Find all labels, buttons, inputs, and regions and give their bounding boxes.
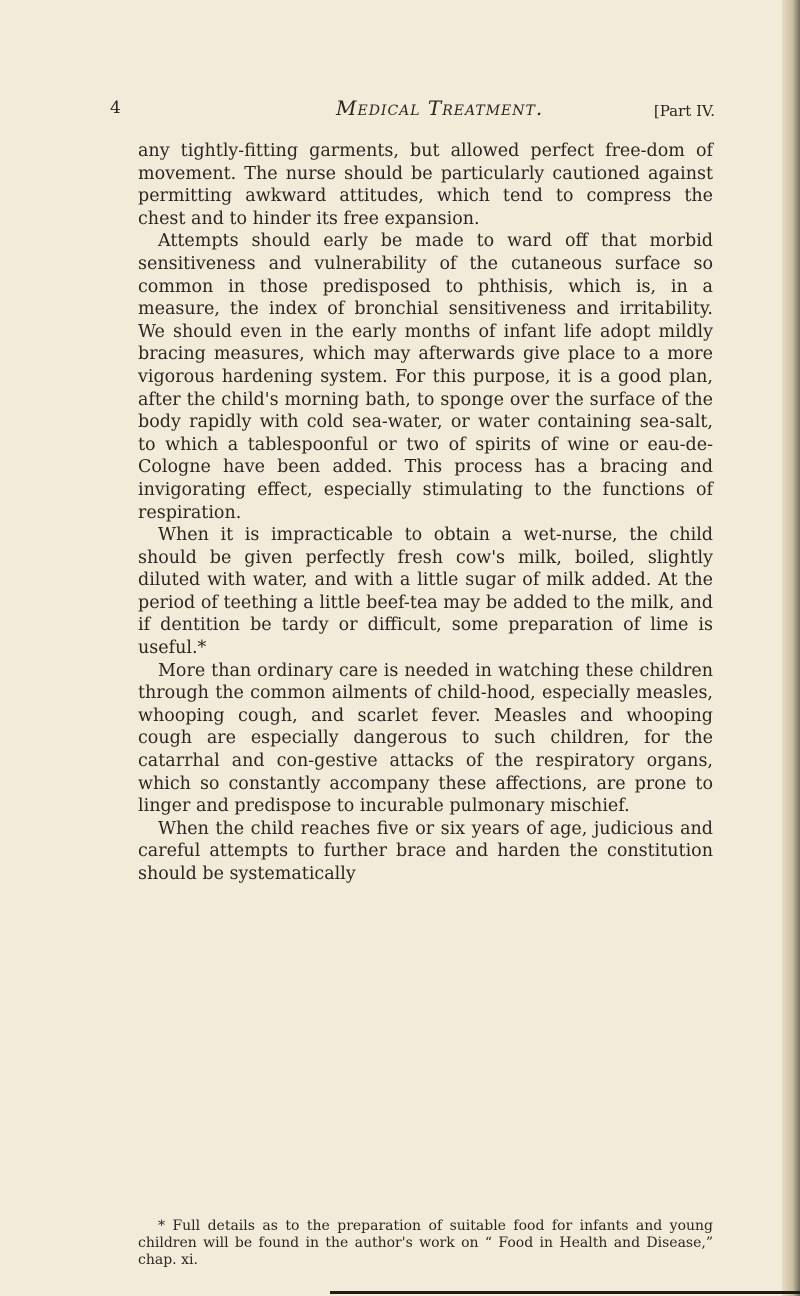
- bottom-rule: [330, 1291, 800, 1294]
- part-label: [Part IV.: [653, 102, 715, 120]
- page-header: [110, 96, 715, 136]
- paragraph-3: When it is impracticable to obtain a wet-nurse, the child should be given perfectly fresh cow's milk, boiled, slightly diluted with water, and with a little sugar of milk added. At the period of teething a little beef-tea may be added to the milk, and if dentition be tardy or difficult, some preparation of lime is useful.*: [138, 525, 713, 659]
- page-number: 4: [110, 98, 121, 118]
- page-edge: [782, 0, 800, 1296]
- running-title: Medical Treatment.: [336, 96, 544, 120]
- paragraph-2: Attempts should early be made to ward off that morbid sensitiveness and vulnerability of the cutaneous surface so common in those predisposed to phthisis, which is, in a measure, the index of bronchial sensitiveness and irritability. We should even in the early months of infant life adopt mildly bracing measures, which may afterwards give place to a more vigorous hardening system. For this purpose, it is a good plan, after the child's morning bath, to sponge over the surface of the body rapidly with cold sea-water, or water containing sea-salt, to which a tablespoonful or two of spirits of wine or eau-de-Cologne have been added. This process has a bracing and invigorating effect, especially stimulating to the functions of respiration.: [138, 231, 713, 523]
- body-text: [138, 140, 713, 886]
- footnote: * Full details as to the preparation of suitable food for infants and young children will be found in the author's work on “ Food in Health and Disease,” chap. xi.: [138, 1218, 713, 1268]
- paragraph-1: any tightly-fitting garments, but allowed perfect free-dom of movement. The nurse should be particularly cautioned against permitting awkward attitudes, which tend to compress the chest and to hinder its free expansion.: [138, 141, 713, 229]
- paragraph-4: More than ordinary care is needed in watching these children through the common ailments of child-hood, especially measles, whooping cough, and scarlet fever. Measles and whooping cough are especially dangerous to such children, for the catarrhal and con-gestive attacks of the respiratory organs, which so constantly accompany these affections, are prone to linger and predispose to incurable pulmonary mischief.: [138, 660, 713, 817]
- paragraph-5: When the child reaches five or six years of age, judicious and careful attempts to further brace and harden the constitution should be systematically: [138, 818, 713, 884]
